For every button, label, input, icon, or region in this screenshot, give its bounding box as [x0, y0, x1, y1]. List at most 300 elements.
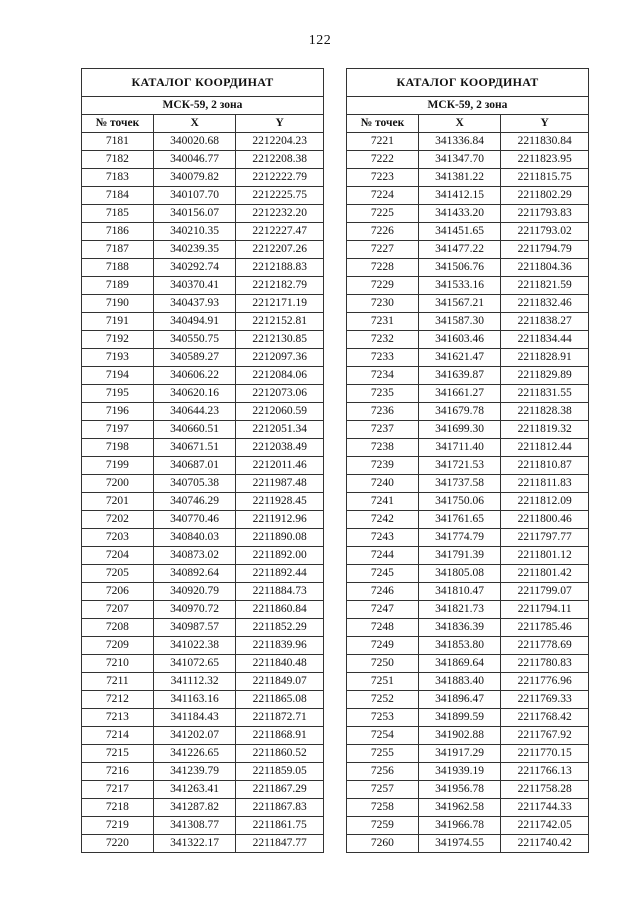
table-row: [82, 601, 324, 619]
x-coordinate-cell: 341072.65: [153, 655, 236, 673]
table-row: [82, 277, 324, 295]
table-row: [347, 475, 589, 493]
point-number-cell: 7239: [347, 457, 419, 475]
y-coordinate-cell: 2211838.27: [501, 313, 589, 331]
table-row: [347, 835, 589, 853]
table-row: [347, 493, 589, 511]
x-coordinate-cell: 341774.79: [418, 529, 501, 547]
x-coordinate-cell: 341533.16: [418, 277, 501, 295]
point-number-cell: 7204: [82, 547, 154, 565]
y-coordinate-cell: 2211821.59: [501, 277, 589, 295]
x-coordinate-cell: 341962.58: [418, 799, 501, 817]
point-number-cell: 7259: [347, 817, 419, 835]
point-number-cell: 7203: [82, 529, 154, 547]
table-row: [82, 763, 324, 781]
x-coordinate-cell: 341896.47: [418, 691, 501, 709]
point-number-cell: 7234: [347, 367, 419, 385]
table-row: [82, 691, 324, 709]
point-number-cell: 7181: [82, 133, 154, 151]
y-coordinate-cell: 2211865.08: [236, 691, 324, 709]
y-coordinate-cell: 2211823.95: [501, 151, 589, 169]
catalog-rows: [82, 133, 324, 853]
point-number-cell: 7183: [82, 169, 154, 187]
point-number-cell: 7227: [347, 241, 419, 259]
y-coordinate-cell: 2211767.92: [501, 727, 589, 745]
table-row: [347, 529, 589, 547]
x-coordinate-cell: 340210.35: [153, 223, 236, 241]
table-row: [347, 583, 589, 601]
table-row: [347, 709, 589, 727]
page-number: 122: [308, 33, 332, 48]
x-coordinate-cell: 340156.07: [153, 205, 236, 223]
column-header-x: X: [153, 115, 236, 133]
y-coordinate-cell: 2212227.47: [236, 223, 324, 241]
y-coordinate-cell: 2212152.81: [236, 313, 324, 331]
y-coordinate-cell: 2211912.96: [236, 511, 324, 529]
table-row: [82, 151, 324, 169]
point-number-cell: 7256: [347, 763, 419, 781]
catalog-title: КАТАЛОГ КООРДИНАТ: [347, 69, 589, 97]
x-coordinate-cell: 341883.40: [418, 673, 501, 691]
table-row: [82, 385, 324, 403]
point-number-cell: 7221: [347, 133, 419, 151]
x-coordinate-cell: 341791.39: [418, 547, 501, 565]
table-row: [347, 133, 589, 151]
table-row: [347, 331, 589, 349]
x-coordinate-cell: 340840.03: [153, 529, 236, 547]
y-coordinate-cell: 2211794.79: [501, 241, 589, 259]
x-coordinate-cell: 341202.07: [153, 727, 236, 745]
table-row: [347, 799, 589, 817]
table-row: [82, 439, 324, 457]
table-row: [82, 799, 324, 817]
table-row: [347, 403, 589, 421]
table-row: [82, 475, 324, 493]
y-coordinate-cell: 2211793.02: [501, 223, 589, 241]
point-number-cell: 7254: [347, 727, 419, 745]
catalog-subtitle: МСК-59, 2 зона: [82, 97, 324, 115]
table-row: [347, 439, 589, 457]
x-coordinate-cell: 341956.78: [418, 781, 501, 799]
x-coordinate-cell: 340370.41: [153, 277, 236, 295]
point-number-cell: 7186: [82, 223, 154, 241]
x-coordinate-cell: 340620.16: [153, 385, 236, 403]
point-number-cell: 7195: [82, 385, 154, 403]
column-header-y: Y: [236, 115, 324, 133]
table-row: [347, 655, 589, 673]
point-number-cell: 7211: [82, 673, 154, 691]
y-coordinate-cell: 2212011.46: [236, 457, 324, 475]
x-coordinate-cell: 341433.20: [418, 205, 501, 223]
y-coordinate-cell: 2211987.48: [236, 475, 324, 493]
point-number-cell: 7235: [347, 385, 419, 403]
x-coordinate-cell: 341621.47: [418, 349, 501, 367]
point-number-cell: 7216: [82, 763, 154, 781]
table-row: [82, 241, 324, 259]
table-row: [347, 295, 589, 313]
y-coordinate-cell: 2211847.77: [236, 835, 324, 853]
catalog-title: КАТАЛОГ КООРДИНАТ: [82, 69, 324, 97]
x-coordinate-cell: 341451.65: [418, 223, 501, 241]
x-coordinate-cell: 341902.88: [418, 727, 501, 745]
y-coordinate-cell: 2211801.42: [501, 565, 589, 583]
x-coordinate-cell: 341287.82: [153, 799, 236, 817]
table-row: [82, 421, 324, 439]
table-row: [82, 133, 324, 151]
table-row: [347, 619, 589, 637]
catalog-rows: [347, 133, 589, 853]
point-number-cell: 7196: [82, 403, 154, 421]
x-coordinate-cell: 341836.39: [418, 619, 501, 637]
table-row: [347, 223, 589, 241]
point-number-cell: 7187: [82, 241, 154, 259]
table-row: [347, 421, 589, 439]
table-row: [347, 367, 589, 385]
point-number-cell: 7243: [347, 529, 419, 547]
x-coordinate-cell: 341477.22: [418, 241, 501, 259]
table-row: [82, 529, 324, 547]
x-coordinate-cell: 341869.64: [418, 655, 501, 673]
table-row: [347, 511, 589, 529]
x-coordinate-cell: 340494.91: [153, 313, 236, 331]
x-coordinate-cell: 341412.15: [418, 187, 501, 205]
point-number-cell: 7215: [82, 745, 154, 763]
coordinate-catalog-left: [81, 68, 324, 853]
point-number-cell: 7192: [82, 331, 154, 349]
point-number-cell: 7245: [347, 565, 419, 583]
point-number-cell: 7247: [347, 601, 419, 619]
point-number-cell: 7228: [347, 259, 419, 277]
x-coordinate-cell: 340873.02: [153, 547, 236, 565]
x-coordinate-cell: 341347.70: [418, 151, 501, 169]
y-coordinate-cell: 2211892.44: [236, 565, 324, 583]
point-number-cell: 7258: [347, 799, 419, 817]
point-number-cell: 7210: [82, 655, 154, 673]
y-coordinate-cell: 2211769.33: [501, 691, 589, 709]
point-number-cell: 7257: [347, 781, 419, 799]
y-coordinate-cell: 2211776.96: [501, 673, 589, 691]
point-number-cell: 7250: [347, 655, 419, 673]
x-coordinate-cell: 341263.41: [153, 781, 236, 799]
point-number-cell: 7240: [347, 475, 419, 493]
x-coordinate-cell: 340671.51: [153, 439, 236, 457]
y-coordinate-cell: 2211800.46: [501, 511, 589, 529]
point-number-cell: 7222: [347, 151, 419, 169]
table-row: [347, 691, 589, 709]
table-row: [82, 655, 324, 673]
column-header-y: Y: [501, 115, 589, 133]
table-row: [82, 835, 324, 853]
table-row: [347, 457, 589, 475]
y-coordinate-cell: 2211742.05: [501, 817, 589, 835]
table-row: [82, 817, 324, 835]
x-coordinate-cell: 341711.40: [418, 439, 501, 457]
table-row: [347, 763, 589, 781]
x-coordinate-cell: 341603.46: [418, 331, 501, 349]
y-coordinate-cell: 2211819.32: [501, 421, 589, 439]
table-row: [82, 565, 324, 583]
table-row: [347, 349, 589, 367]
x-coordinate-cell: 341966.78: [418, 817, 501, 835]
table-row: [82, 367, 324, 385]
x-coordinate-cell: 341899.59: [418, 709, 501, 727]
y-coordinate-cell: 2211830.84: [501, 133, 589, 151]
y-coordinate-cell: 2211928.45: [236, 493, 324, 511]
x-coordinate-cell: 341112.32: [153, 673, 236, 691]
x-coordinate-cell: 341810.47: [418, 583, 501, 601]
x-coordinate-cell: 341917.29: [418, 745, 501, 763]
point-number-cell: 7225: [347, 205, 419, 223]
point-number-cell: 7182: [82, 151, 154, 169]
table-row: [82, 781, 324, 799]
table-row: [347, 385, 589, 403]
y-coordinate-cell: 2211890.08: [236, 529, 324, 547]
y-coordinate-cell: 2211828.91: [501, 349, 589, 367]
point-number-cell: 7218: [82, 799, 154, 817]
point-number-cell: 7253: [347, 709, 419, 727]
x-coordinate-cell: 340892.64: [153, 565, 236, 583]
table-row: [82, 619, 324, 637]
x-coordinate-cell: 341308.77: [153, 817, 236, 835]
y-coordinate-cell: 2211831.55: [501, 385, 589, 403]
x-coordinate-cell: 341661.27: [418, 385, 501, 403]
y-coordinate-cell: 2211744.33: [501, 799, 589, 817]
y-coordinate-cell: 2211811.83: [501, 475, 589, 493]
table-row: [82, 727, 324, 745]
table-row: [82, 709, 324, 727]
point-number-cell: 7244: [347, 547, 419, 565]
table-row: [347, 169, 589, 187]
point-number-cell: 7249: [347, 637, 419, 655]
point-number-cell: 7220: [82, 835, 154, 853]
y-coordinate-cell: 2212232.20: [236, 205, 324, 223]
y-coordinate-cell: 2211868.91: [236, 727, 324, 745]
y-coordinate-cell: 2211872.71: [236, 709, 324, 727]
x-coordinate-cell: 340550.75: [153, 331, 236, 349]
point-number-cell: 7242: [347, 511, 419, 529]
point-number-cell: 7209: [82, 637, 154, 655]
y-coordinate-cell: 2212222.79: [236, 169, 324, 187]
x-coordinate-cell: 340920.79: [153, 583, 236, 601]
x-coordinate-cell: 341381.22: [418, 169, 501, 187]
x-coordinate-cell: 341322.17: [153, 835, 236, 853]
x-coordinate-cell: 340687.01: [153, 457, 236, 475]
point-number-cell: 7214: [82, 727, 154, 745]
y-coordinate-cell: 2211867.29: [236, 781, 324, 799]
x-coordinate-cell: 340239.35: [153, 241, 236, 259]
table-row: [347, 673, 589, 691]
y-coordinate-cell: 2212060.59: [236, 403, 324, 421]
table-row: [82, 187, 324, 205]
point-number-cell: 7229: [347, 277, 419, 295]
y-coordinate-cell: 2211768.42: [501, 709, 589, 727]
column-header-point: № точек: [82, 115, 154, 133]
x-coordinate-cell: 340046.77: [153, 151, 236, 169]
x-coordinate-cell: 341737.58: [418, 475, 501, 493]
x-coordinate-cell: 341761.65: [418, 511, 501, 529]
y-coordinate-cell: 2212208.38: [236, 151, 324, 169]
table-row: [347, 241, 589, 259]
table-row: [82, 457, 324, 475]
table-row: [347, 205, 589, 223]
y-coordinate-cell: 2211770.15: [501, 745, 589, 763]
y-coordinate-cell: 2211812.09: [501, 493, 589, 511]
point-number-cell: 7260: [347, 835, 419, 853]
x-coordinate-cell: 341239.79: [153, 763, 236, 781]
table-row: [347, 277, 589, 295]
table-row: [82, 349, 324, 367]
point-number-cell: 7224: [347, 187, 419, 205]
point-number-cell: 7200: [82, 475, 154, 493]
y-coordinate-cell: 2211815.75: [501, 169, 589, 187]
table-row: [347, 187, 589, 205]
y-coordinate-cell: 2212207.26: [236, 241, 324, 259]
x-coordinate-cell: 341821.73: [418, 601, 501, 619]
y-coordinate-cell: 2211758.28: [501, 781, 589, 799]
point-number-cell: 7184: [82, 187, 154, 205]
point-number-cell: 7238: [347, 439, 419, 457]
x-coordinate-cell: 341639.87: [418, 367, 501, 385]
y-coordinate-cell: 2211801.12: [501, 547, 589, 565]
x-coordinate-cell: 341567.21: [418, 295, 501, 313]
x-coordinate-cell: 340970.72: [153, 601, 236, 619]
x-coordinate-cell: 340987.57: [153, 619, 236, 637]
coordinate-catalog-right: [346, 68, 589, 853]
table-row: [82, 745, 324, 763]
y-coordinate-cell: 2211859.05: [236, 763, 324, 781]
table-row: [82, 583, 324, 601]
point-number-cell: 7191: [82, 313, 154, 331]
point-number-cell: 7248: [347, 619, 419, 637]
table-row: [82, 493, 324, 511]
x-coordinate-cell: 341750.06: [418, 493, 501, 511]
point-number-cell: 7208: [82, 619, 154, 637]
x-coordinate-cell: 340660.51: [153, 421, 236, 439]
x-coordinate-cell: 341939.19: [418, 763, 501, 781]
y-coordinate-cell: 2212097.36: [236, 349, 324, 367]
table-row: [82, 313, 324, 331]
y-coordinate-cell: 2211852.29: [236, 619, 324, 637]
y-coordinate-cell: 2211860.84: [236, 601, 324, 619]
x-coordinate-cell: 341805.08: [418, 565, 501, 583]
point-number-cell: 7217: [82, 781, 154, 799]
point-number-cell: 7207: [82, 601, 154, 619]
x-coordinate-cell: 341336.84: [418, 133, 501, 151]
point-number-cell: 7236: [347, 403, 419, 421]
y-coordinate-cell: 2212204.23: [236, 133, 324, 151]
y-coordinate-cell: 2211892.00: [236, 547, 324, 565]
table-row: [347, 601, 589, 619]
table-row: [82, 331, 324, 349]
y-coordinate-cell: 2211829.89: [501, 367, 589, 385]
point-number-cell: 7255: [347, 745, 419, 763]
point-number-cell: 7189: [82, 277, 154, 295]
x-coordinate-cell: 341184.43: [153, 709, 236, 727]
point-number-cell: 7251: [347, 673, 419, 691]
y-coordinate-cell: 2211884.73: [236, 583, 324, 601]
y-coordinate-cell: 2211867.83: [236, 799, 324, 817]
x-coordinate-cell: 340107.70: [153, 187, 236, 205]
x-coordinate-cell: 340644.23: [153, 403, 236, 421]
table-row: [347, 817, 589, 835]
x-coordinate-cell: 340292.74: [153, 259, 236, 277]
y-coordinate-cell: 2211839.96: [236, 637, 324, 655]
y-coordinate-cell: 2211785.46: [501, 619, 589, 637]
y-coordinate-cell: 2211778.69: [501, 637, 589, 655]
x-coordinate-cell: 341163.16: [153, 691, 236, 709]
y-coordinate-cell: 2212188.83: [236, 259, 324, 277]
point-number-cell: 7198: [82, 439, 154, 457]
y-coordinate-cell: 2211804.36: [501, 259, 589, 277]
point-number-cell: 7226: [347, 223, 419, 241]
x-coordinate-cell: 341699.30: [418, 421, 501, 439]
table-row: [347, 637, 589, 655]
x-coordinate-cell: 340020.68: [153, 133, 236, 151]
point-number-cell: 7194: [82, 367, 154, 385]
point-number-cell: 7246: [347, 583, 419, 601]
table-row: [82, 637, 324, 655]
x-coordinate-cell: 341974.55: [418, 835, 501, 853]
point-number-cell: 7199: [82, 457, 154, 475]
x-coordinate-cell: 341226.65: [153, 745, 236, 763]
y-coordinate-cell: 2211834.44: [501, 331, 589, 349]
point-number-cell: 7206: [82, 583, 154, 601]
y-coordinate-cell: 2211810.87: [501, 457, 589, 475]
table-row: [82, 295, 324, 313]
table-row: [347, 151, 589, 169]
y-coordinate-cell: 2211799.07: [501, 583, 589, 601]
table-row: [347, 313, 589, 331]
point-number-cell: 7185: [82, 205, 154, 223]
x-coordinate-cell: 340437.93: [153, 295, 236, 313]
y-coordinate-cell: 2211840.48: [236, 655, 324, 673]
point-number-cell: 7231: [347, 313, 419, 331]
table-row: [82, 511, 324, 529]
y-coordinate-cell: 2212051.34: [236, 421, 324, 439]
y-coordinate-cell: 2212171.19: [236, 295, 324, 313]
table-row: [347, 745, 589, 763]
y-coordinate-cell: 2211797.77: [501, 529, 589, 547]
y-coordinate-cell: 2211793.83: [501, 205, 589, 223]
point-number-cell: 7213: [82, 709, 154, 727]
point-number-cell: 7237: [347, 421, 419, 439]
point-number-cell: 7233: [347, 349, 419, 367]
y-coordinate-cell: 2212225.75: [236, 187, 324, 205]
x-coordinate-cell: 340746.29: [153, 493, 236, 511]
table-row: [82, 169, 324, 187]
x-coordinate-cell: 341853.80: [418, 637, 501, 655]
y-coordinate-cell: 2212084.06: [236, 367, 324, 385]
table-row: [347, 259, 589, 277]
y-coordinate-cell: 2211766.13: [501, 763, 589, 781]
table-row: [82, 673, 324, 691]
x-coordinate-cell: 340705.38: [153, 475, 236, 493]
table-row: [82, 403, 324, 421]
point-number-cell: 7197: [82, 421, 154, 439]
x-coordinate-cell: 341679.78: [418, 403, 501, 421]
column-header-x: X: [418, 115, 501, 133]
y-coordinate-cell: 2211849.07: [236, 673, 324, 691]
y-coordinate-cell: 2211861.75: [236, 817, 324, 835]
table-row: [347, 565, 589, 583]
x-coordinate-cell: 341506.76: [418, 259, 501, 277]
x-coordinate-cell: 340770.46: [153, 511, 236, 529]
y-coordinate-cell: 2212182.79: [236, 277, 324, 295]
y-coordinate-cell: 2211780.83: [501, 655, 589, 673]
point-number-cell: 7219: [82, 817, 154, 835]
y-coordinate-cell: 2211794.11: [501, 601, 589, 619]
table-row: [82, 259, 324, 277]
